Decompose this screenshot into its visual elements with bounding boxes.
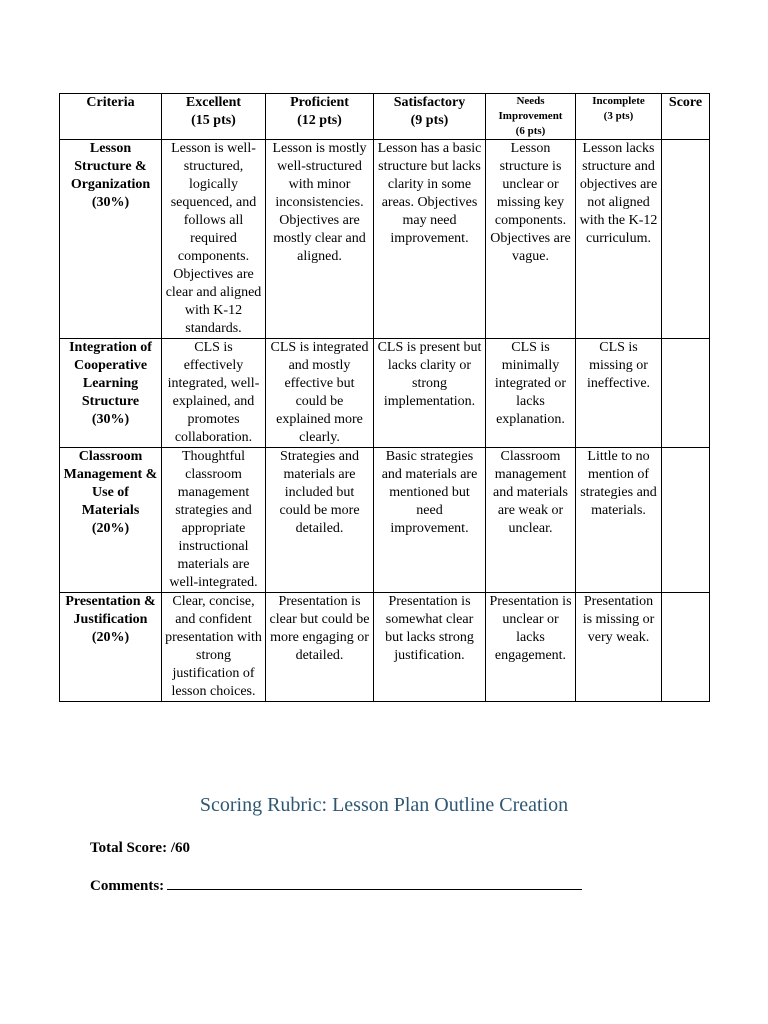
needs-improvement-cell: Classroom management and materials are weak or unclear. [486,448,576,593]
excellent-cell: Lesson is well-structured, logically sequenced, and follows all required components. Objectives are clear and aligned with K-12 standards. [162,140,266,339]
rubric-table [59,93,710,702]
header-incomplete: Incomplete (3 pts) [576,94,662,140]
header-satisfactory: Satisfactory (9 pts) [374,94,486,140]
criteria-cell: Classroom Management & Use of Materials (20%) [60,448,162,593]
incomplete-cell: CLS is missing or ineffective. [576,339,662,448]
needs-improvement-cell: CLS is minimally integrated or lacks explanation. [486,339,576,448]
excellent-cell: CLS is effectively integrated, well-explained, and promotes collaboration. [162,339,266,448]
header-criteria: Criteria [60,94,162,140]
excellent-cell: Thoughtful classroom management strategies and appropriate instructional materials are well-integrated. [162,448,266,593]
criteria-cell: Integration of Cooperative Learning Structure (30%) [60,339,162,448]
header-excellent: Excellent (15 pts) [162,94,266,140]
excellent-cell: Clear, concise, and confident presentation with strong justification of lesson choices. [162,593,266,702]
satisfactory-cell: CLS is present but lacks clarity or strong implementation. [374,339,486,448]
table-row [60,448,710,593]
proficient-cell: Presentation is clear but could be more engaging or detailed. [266,593,374,702]
table-caption: Scoring Rubric: Lesson Plan Outline Creation [199,794,569,816]
comments-row [90,875,582,895]
satisfactory-cell: Lesson has a basic structure but lacks clarity in some areas. Objectives may need improvement. [374,140,486,339]
table-row [60,140,710,339]
header-score: Score [662,94,710,140]
proficient-cell: Lesson is mostly well-structured with minor inconsistencies. Objectives are mostly clear and aligned. [266,140,374,339]
proficient-cell: Strategies and materials are included but could be more detailed. [266,448,374,593]
comments-label: Comments: [90,878,165,894]
header-needs-improvement: Needs Improvement (6 pts) [486,94,576,140]
table-row [60,593,710,702]
header-row [60,94,710,140]
incomplete-cell: Presentation is missing or very weak. [576,593,662,702]
header-proficient: Proficient (12 pts) [266,94,374,140]
comments-line[interactable] [167,875,582,890]
table-row [60,339,710,448]
incomplete-cell: Lesson lacks structure and objectives are not aligned with the K-12 curriculum. [576,140,662,339]
score-cell[interactable] [662,448,710,593]
criteria-cell: Lesson Structure & Organization (30%) [60,140,162,339]
satisfactory-cell: Basic strategies and materials are mentioned but need improvement. [374,448,486,593]
incomplete-cell: Little to no mention of strategies and materials. [576,448,662,593]
proficient-cell: CLS is integrated and mostly effective but could be explained more clearly. [266,339,374,448]
score-cell[interactable] [662,140,710,339]
satisfactory-cell: Presentation is somewhat clear but lacks strong justification. [374,593,486,702]
needs-improvement-cell: Lesson structure is unclear or missing key components. Objectives are vague. [486,140,576,339]
score-cell[interactable] [662,339,710,448]
needs-improvement-cell: Presentation is unclear or lacks engagement. [486,593,576,702]
total-score-label: Total Score: /60 [90,840,190,856]
score-cell[interactable] [662,593,710,702]
criteria-cell: Presentation & Justification (20%) [60,593,162,702]
